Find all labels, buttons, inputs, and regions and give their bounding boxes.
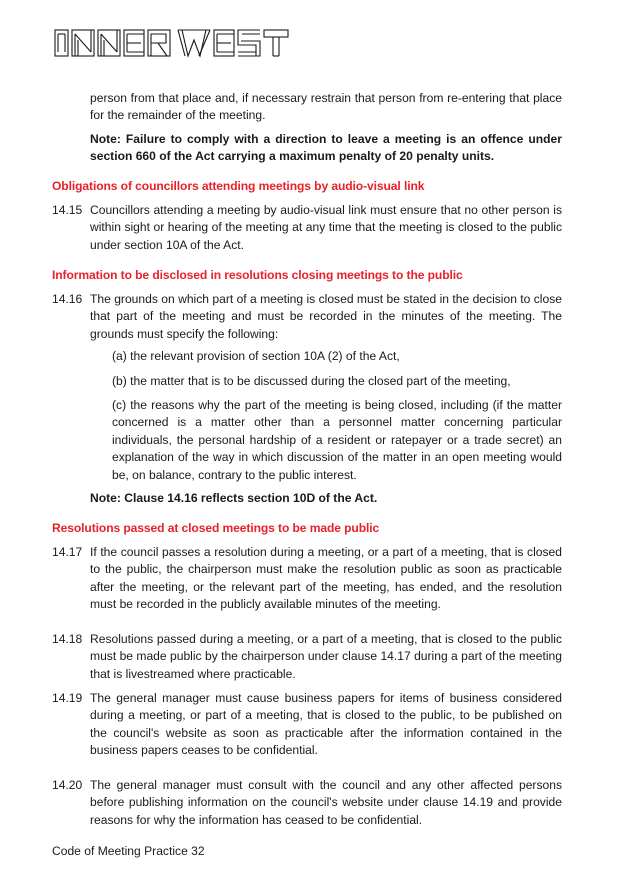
clause-number: 14.17 [52, 545, 83, 559]
heading-information-disclosed: Information to be disclosed in resolutions closing meetings to the public [52, 268, 463, 282]
clause-number: 14.18 [52, 632, 83, 646]
clause-14-16-b: (b) the matter that is to be discussed during the closed part of the meeting, [112, 374, 511, 388]
clause-number: 14.20 [52, 778, 83, 792]
clause-14-16-a: (a) the relevant provision of section 10A (2) of the Act, [112, 349, 400, 363]
clause-14-15: Councillors attending a meeting by audio-visual link must ensure that no other person is within sight or hearing of the meeting at any time that the meeting is closed to the public under section 10A of the Act. [90, 203, 562, 252]
clause-number: 14.15 [52, 203, 83, 217]
page-number: 32 [191, 844, 205, 858]
note-penalty: Note: Failure to comply with a direction to leave a meeting is an offence under section 660 of the Act carrying a maximum penalty of 20 penalty units. [90, 132, 562, 164]
clause-number: 14.19 [52, 691, 83, 705]
clause-14-19: The general manager must cause business papers for items of business considered during a meeting, or part of a meeting, that is closed to the public, to be published on the council's website as soon as practicable after the information contained in the business papers ceases to be confidential. [90, 691, 562, 758]
heading-audio-visual: Obligations of councillors attending meetings by audio-visual link [52, 179, 425, 193]
clause-14-20: The general manager must consult with the council and any other affected persons before publishing information on the council's website under clause 14.19 and provide reasons for why the information has ceased to be confidential. [90, 778, 562, 827]
clause-14-18: Resolutions passed during a meeting, or a part of a meeting, that is closed to the public must be made public by the chairperson under clause 14.17 during a part of the meeting that is livestreamed where practicable. [90, 632, 562, 681]
note-clause-14-16: Note: Clause 14.16 reflects section 10D of the Act. [90, 491, 378, 505]
clause-14-16-c: (c) the reasons why the part of the meeting is being closed, including (if the matter concerned is a matter other than a personnel matter concerning particular individuals, the personal hardship of a resident or ratepayer or a trade secret) an explanation of the way in which discussion of the matter in an open meeting would be, on balance, contrary to the public interest. [112, 398, 562, 482]
inner-west-logo [54, 28, 294, 58]
heading-resolutions-public: Resolutions passed at closed meetings to be made public [52, 521, 380, 535]
clause-14-16: The grounds on which part of a meeting is closed must be stated in the decision to close that part of the meeting and must be recorded in the minutes of the meeting. The grounds must specify the following: [90, 292, 562, 341]
continuation-text: person from that place and, if necessary restrain that person from re-entering that place for the remainder of the meeting. [90, 91, 562, 123]
page-footer [52, 843, 205, 859]
clause-number: 14.16 [52, 292, 83, 306]
clause-14-17: If the council passes a resolution during a meeting, or a part of a meeting, that is closed to the public, the chairperson must make the resolution public as soon as practicable after the meeting, or the relevant part of the meeting, has ended, and the resolution must be recorded in the publicly available minutes of the meeting. [90, 545, 562, 612]
footer-title: Code of Meeting Practice [52, 844, 188, 858]
